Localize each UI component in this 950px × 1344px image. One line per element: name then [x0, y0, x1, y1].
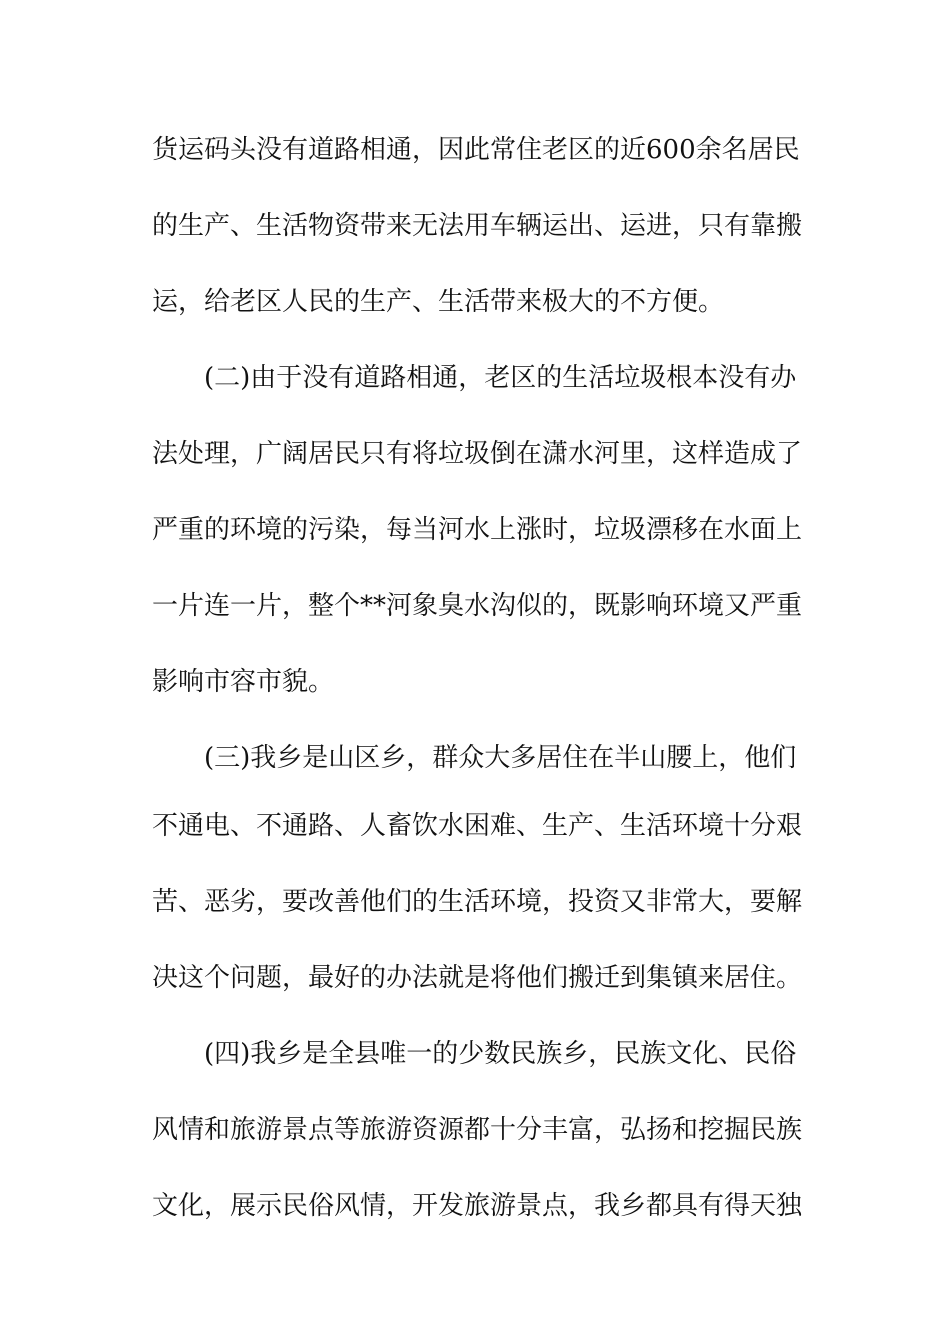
- text-line-8: 影响市容市貌。: [152, 667, 335, 697]
- text-line-7: 一片连一片，整个**河象臭水沟似的，既影响环境又严重: [152, 591, 803, 621]
- text-line-5: 法处理，广阔居民只有将垃圾倒在潇水河里，这样造成了: [152, 439, 803, 469]
- text-line-1: 货运码头没有道路相通，因此常住老区的近600余名居民: [152, 135, 800, 165]
- text-line-3: 运，给老区人民的生产、生活带来极大的不方便。: [152, 287, 725, 317]
- text-line-9: (三)我乡是山区乡，群众大多居住在半山腰上，他们: [204, 743, 797, 773]
- text-line-11: 苦、恶劣，要改善他们的生活环境，投资又非常大，要解: [152, 887, 803, 917]
- text-line-12: 决这个问题，最好的办法就是将他们搬迁到集镇来居住。: [152, 963, 803, 993]
- text-line-4: (二)由于没有道路相通，老区的生活垃圾根本没有办: [204, 363, 797, 393]
- text-line-6: 严重的环境的污染，每当河水上涨时，垃圾漂移在水面上: [152, 515, 803, 545]
- text-line-2: 的生产、生活物资带来无法用车辆运出、运进，只有靠搬: [152, 211, 803, 241]
- text-line-13: (四)我乡是全县唯一的少数民族乡，民族文化、民俗: [204, 1039, 797, 1069]
- text-line-10: 不通电、不通路、人畜饮水困难、生产、生活环境十分艰: [152, 811, 803, 841]
- text-line-14: 风情和旅游景点等旅游资源都十分丰富，弘扬和挖掘民族: [152, 1115, 803, 1145]
- text-line-15: 文化，展示民俗风情，开发旅游景点，我乡都具有得天独: [152, 1191, 803, 1221]
